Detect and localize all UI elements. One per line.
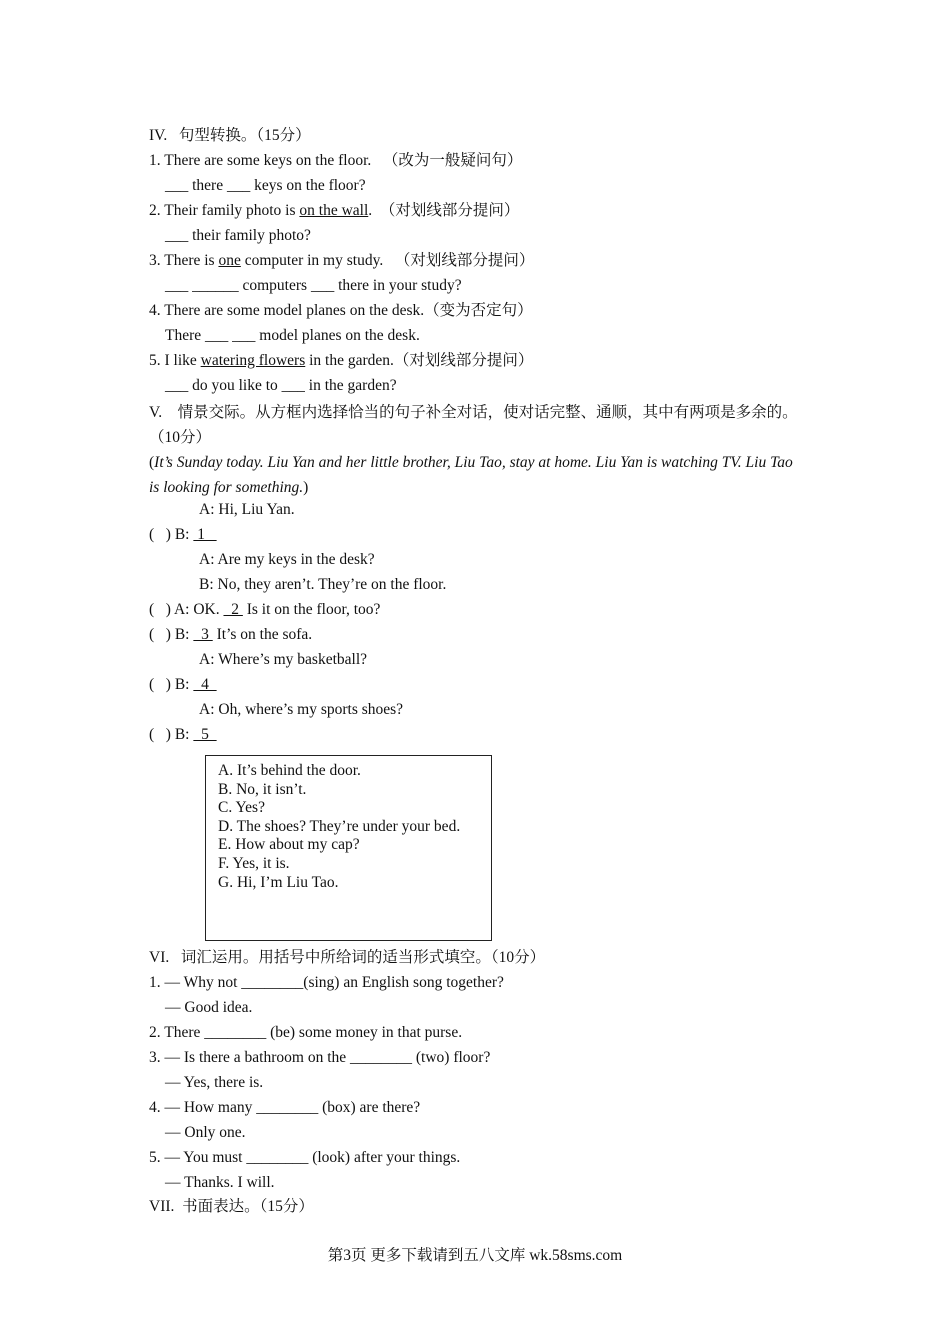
dialogue-blank: 3 — [193, 626, 213, 643]
dialogue-blank: 2 — [223, 601, 243, 618]
dialogue-blank: 4 — [193, 676, 217, 693]
s4-q2-pre: 2. Their family photo is — [149, 202, 300, 219]
s5-context-text: It’s Sunday today. Liu Yan and her little brother, Liu Tao, stay at home. Liu Yan is watching TV. Liu Tao is looking for something. — [149, 454, 793, 496]
speaker-label: B: — [174, 526, 194, 543]
dialogue-line: B: No, they aren’t. They’re on the floor. — [199, 576, 447, 593]
s4-q4-prompt: 4. There are some model planes on the desk.（变为否定句） — [149, 302, 533, 319]
s6-line: — Only one. — [165, 1124, 246, 1141]
section-iv-header: IV. 句型转换。（15分） — [149, 127, 311, 144]
s6-line: 4. — How many ________ (box) are there? — [149, 1099, 421, 1116]
s4-q2-post: . （对划线部分提问） — [368, 202, 520, 219]
dialogue-line — [149, 675, 217, 695]
s4-q3-pre: 3. There is — [149, 252, 219, 269]
s4-q3-post: computer in my study. （对划线部分提问） — [240, 252, 535, 269]
s4-q5-post: in the garden.（对划线部分提问） — [305, 352, 534, 369]
dialogue-line — [149, 525, 217, 545]
s4-q5-pre: 5. I like — [149, 352, 201, 369]
s6-line: — Good idea. — [165, 999, 253, 1016]
page-footer: 第3页 更多下载请到五八文库 wk.58sms.com — [327, 1247, 623, 1264]
s6-line: 5. — You must ________ (look) after your things. — [149, 1149, 461, 1166]
dialogue-line — [149, 625, 312, 645]
dialogue-blank: 5 — [193, 726, 217, 743]
answer-paren: ( ) — [149, 676, 175, 693]
dialogue-blank: 1 — [193, 526, 217, 543]
s4-q2-underlined: on the wall — [299, 202, 369, 219]
answer-paren: ( ) — [149, 726, 175, 743]
dialogue-text: Is it on the floor, too? — [242, 601, 381, 618]
s6-line: — Yes, there is. — [165, 1074, 264, 1091]
s5-context-close: ) — [303, 479, 309, 496]
s6-line: 1. — Why not ________(sing) an English song together? — [149, 974, 504, 991]
choice-option: D. The shoes? They’re under your bed. — [218, 817, 461, 835]
speaker-label: B: — [174, 676, 194, 693]
choice-box — [205, 755, 492, 941]
s4-q1-answer: ___ there ___ keys on the floor? — [165, 177, 366, 194]
answer-paren: ( ) — [149, 601, 174, 618]
choice-option: C. Yes? — [218, 799, 265, 817]
answer-paren: ( ) — [149, 626, 175, 643]
s4-q4-answer: There ___ ___ model planes on the desk. — [165, 327, 420, 344]
dialogue-line — [149, 725, 217, 745]
choice-option: E. How about my cap? — [218, 836, 360, 854]
s4-q1-prompt: 1. There are some keys on the floor. （改为一般疑问句） — [149, 152, 523, 169]
s4-q5-prompt — [149, 351, 533, 371]
dialogue-line: A: Oh, where’s my sports shoes? — [199, 701, 404, 718]
choice-option: B. No, it isn’t. — [218, 780, 307, 798]
s6-line: 3. — Is there a bathroom on the ________ (two) floor? — [149, 1049, 491, 1066]
section-vi-header: VI. 词汇运用。用括号中所给词的适当形式填空。（10分） — [149, 949, 546, 966]
s4-q3-answer: ___ ______ computers ___ there in your study? — [165, 277, 462, 294]
dialogue-line: A: Where’s my basketball? — [199, 651, 368, 668]
section-v-header: V. 情景交际。从方框内选择恰当的句子补全对话，使对话完整、通顺，其中有两项是多余的。（10分） — [149, 404, 798, 446]
choice-option: A. It’s behind the door. — [218, 762, 361, 779]
choice-option: F. Yes, it is. — [218, 854, 290, 872]
dialogue-line: A: Hi, Liu Yan. — [199, 501, 295, 518]
s5-context — [149, 450, 804, 495]
answer-paren: ( ) — [149, 526, 175, 543]
dialogue-line: A: Are my keys in the desk? — [199, 551, 375, 568]
s4-q2-answer: ___ their family photo? — [165, 227, 311, 244]
dialogue-line — [149, 600, 380, 620]
speaker-label: B: — [174, 626, 194, 643]
s4-q2-prompt — [149, 201, 519, 221]
choice-option: G. Hi, I’m Liu Tao. — [218, 873, 339, 891]
s5-context-open: ( — [149, 454, 155, 471]
speaker-label: B: — [174, 726, 194, 743]
dialogue-text: It’s on the sofa. — [212, 626, 313, 643]
s6-line: — Thanks. I will. — [165, 1174, 275, 1191]
s4-q3-underlined: one — [218, 252, 241, 269]
s4-q5-underlined: watering flowers — [200, 352, 306, 369]
section-vii-header: VII. 书面表达。（15分） — [149, 1198, 314, 1215]
s4-q3-prompt — [149, 251, 534, 271]
speaker-label: A: OK. — [173, 601, 224, 618]
s6-line: 2. There ________ (be) some money in that purse. — [149, 1024, 463, 1041]
s4-q5-answer: ___ do you like to ___ in the garden? — [165, 377, 397, 394]
